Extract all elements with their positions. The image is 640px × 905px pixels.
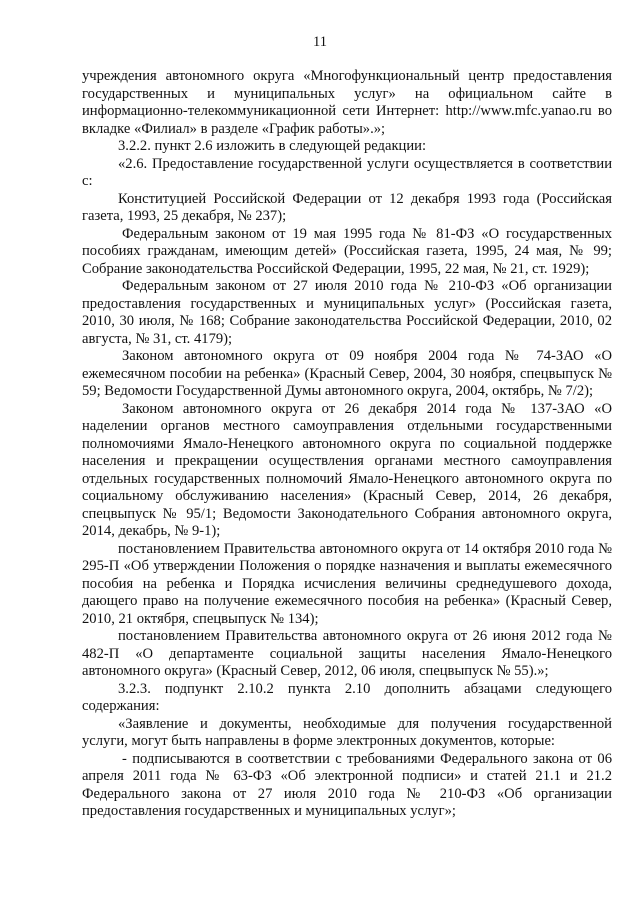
paragraph-constitution: Конституцией Российской Федерации от 12 декабря 1993 года (Российская газета, 1993, 25 декабря, № 237);	[82, 190, 612, 224]
paragraph-resolution-482-p: постановлением Правительства автономного округа от 26 июня 2012 года № 482-П «О департаменте социальной защиты населения Ямало-Ненецкого автономного округа» (Красный Север, 2012, 06 июля, спецвыпуск № 55).»;	[82, 628, 612, 679]
paragraph-federal-law-81: Федеральным законом от 19 мая 1995 года № 81-ФЗ «О государственных пособиях гражданам, имеющим детей» (Российская газета, 1995, 24 мая, № 99; Собрание законодательства Российской Федерации, 1995, 22 мая, № 21, ст. 1929);	[82, 225, 612, 277]
paragraph-law-137-zao: Законом автономного округа от 26 декабря 2014 года № 137-ЗАО «О наделении органов местного самоуправления отдельными государственными полномочиями Ямало-Ненецкого автономного округа по социальной поддержке населения и прекращении осуществления органами местного самоуправления отдельных государственных полномочий Ямало-Ненецкого автономного округа по социальному обслуживанию населения» (Красный Север, 2014, 26 декабря, спецвыпуск № 95/1; Ведомости Законодательного Собрания автономного округа, 2014, декабрь, № 9-1);	[82, 400, 612, 539]
paragraph-1-continuation: учреждения автономного округа «Многофункциональный центр предоставления государственных и муниципальных услуг» на официальном сайте в информационно-телекоммуникационной сети Интернет: http://www.mfc.yanao.ru во вкладке «Филиал» в разделе «График работы».»;	[82, 68, 612, 137]
paragraph-3-2-3: 3.2.3. подпункт 2.10.2 пункта 2.10 дополнить абзацами следующего содержания:	[82, 680, 612, 714]
paragraph-2-6: «2.6. Предоставление государственной услуги осуществляется в соответствии с:	[82, 155, 612, 189]
paragraph-federal-law-210: Федеральным законом от 27 июля 2010 года № 210-ФЗ «Об организации предоставления государственных и муниципальных услуг» (Российская газета, 2010, 30 июля, № 168; Собрание законодательства Российской Федерации, 2010, 02 августа, № 31, ст. 4179);	[82, 278, 612, 347]
paragraph-signature-requirements: - подписываются в соответствии с требованиями Федерального закона от 06 апреля 2011 года № 63-ФЗ «Об электронной подписи» и статей 21.1 и 21.2 Федерального закона от 27 июля 2010 года № 210-ФЗ «Об организации предоставления государственных и муниципальных услуг»;	[82, 750, 612, 819]
paragraph-electronic-documents: «Заявление и документы, необходимые для получения государственной услуги, могут быть направлены в форме электронных документов, которые:	[82, 715, 612, 749]
paragraph-resolution-295-p: постановлением Правительства автономного округа от 14 октября 2010 года № 295-П «Об утверждении Положения о порядке назначения и выплаты ежемесячного пособия на ребенка и Порядка исчисления величины среднедушевого дохода, дающего право на получение ежемесячного пособия на ребенка» (Красный Север, 2010, 21 октября, спецвыпуск № 134);	[82, 540, 612, 627]
paragraph-law-74-zao: Законом автономного округа от 09 ноября 2004 года № 74-ЗАО «О ежемесячном пособии на ребенка» (Красный Север, 2004, 30 ноября, спецвыпуск № 59; Ведомости Государственной Думы автономного округа, 2004, октябрь, № 7/2);	[82, 348, 612, 399]
document-body	[82, 68, 612, 821]
page-number: 11	[313, 34, 327, 50]
paragraph-3-2-2: 3.2.2. пункт 2.6 изложить в следующей редакции:	[118, 138, 427, 154]
